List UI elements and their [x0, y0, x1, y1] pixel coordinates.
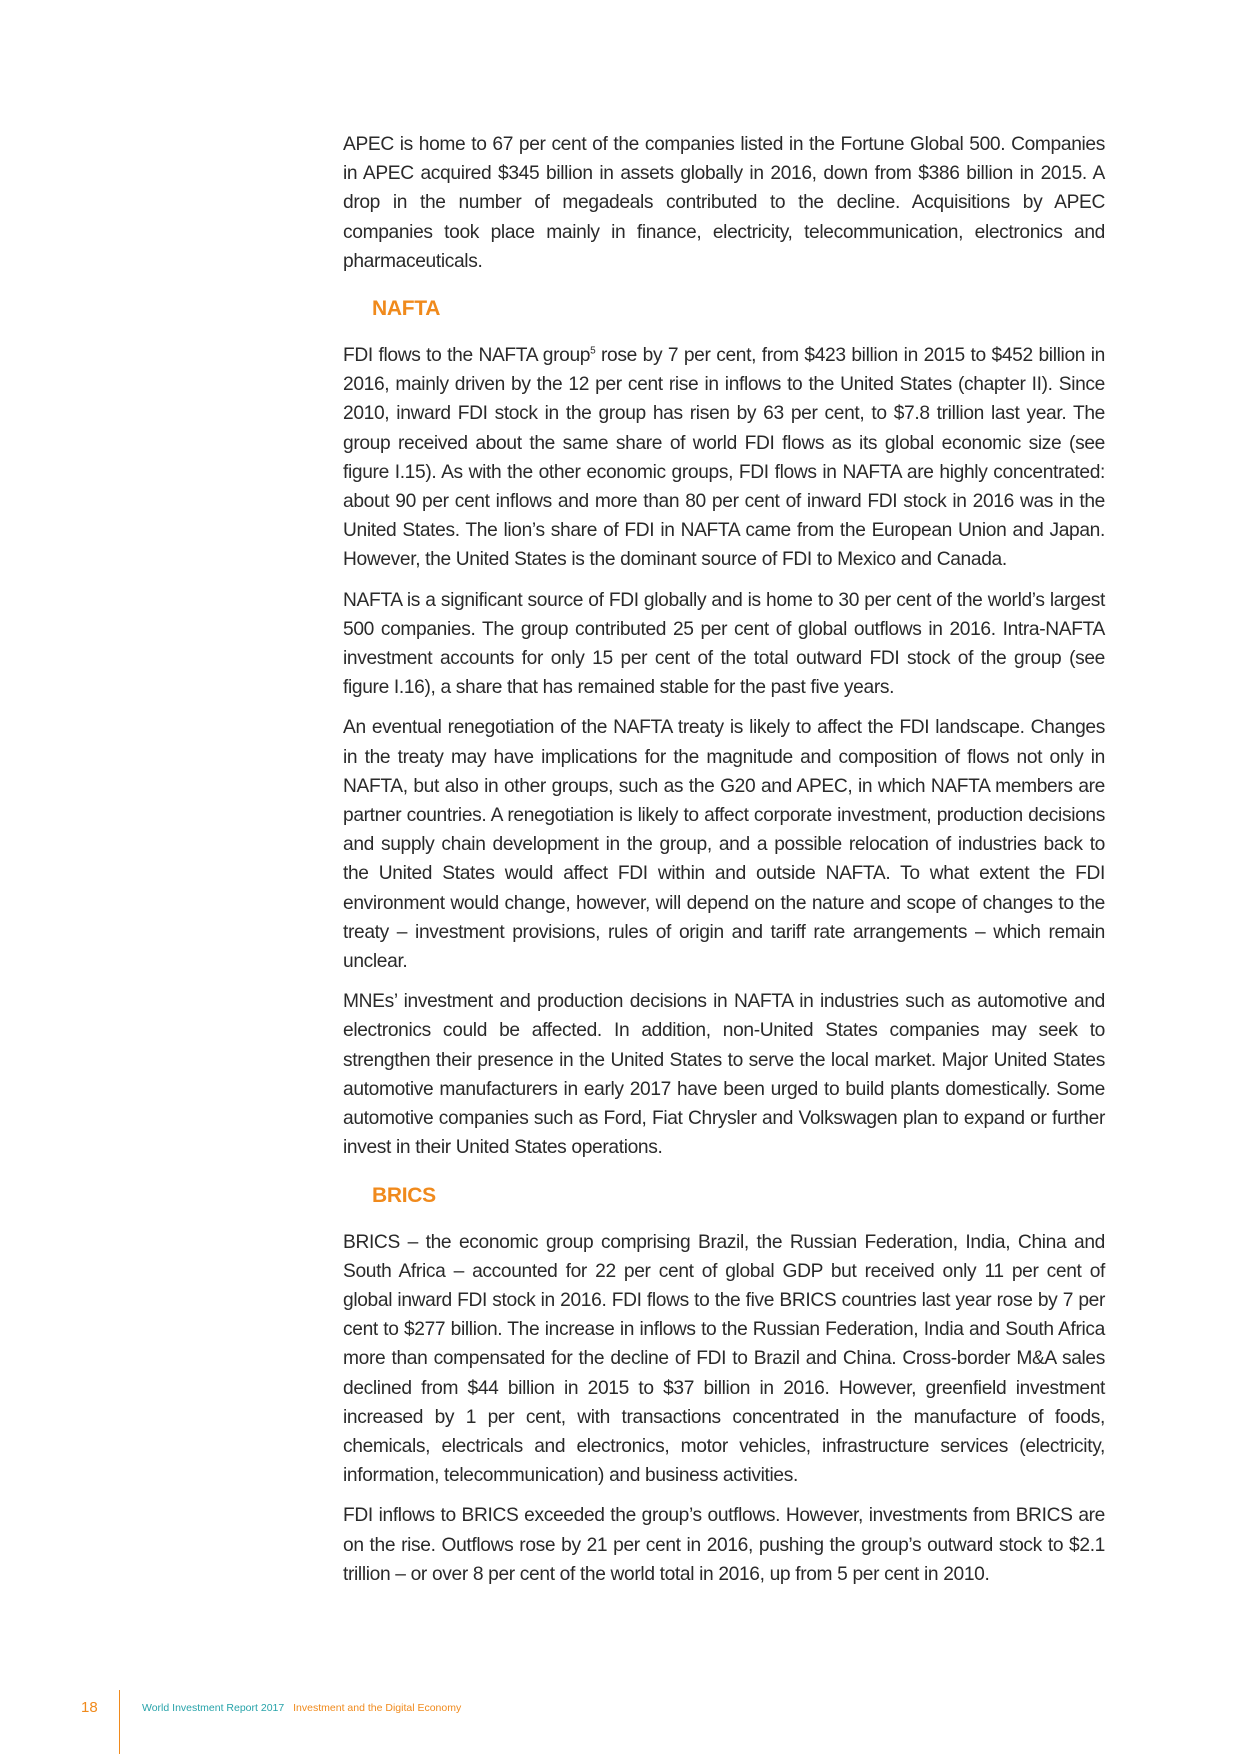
page-footer [0, 1690, 1240, 1754]
report-theme: Investment and the Digital Economy [293, 1702, 462, 1714]
running-footer [142, 1702, 461, 1714]
nafta-flows-text-start: FDI flows to the NAFTA group [343, 345, 591, 367]
report-title: World Investment Report 2017 [142, 1702, 285, 1714]
nafta-flows-text-rest: rose by 7 per cent, from $423 billion in 2015 to $452 billion in 2016, mainly driven by the 12 per cent rise in inflows to the United States (chapter II). Since 2010, inward FDI stock in the group has risen by 63 per cent, to $7.8 trillion last year. The group received about the same share of world FDI flows as its global economic size (see figure I.15). As with the other economic groups, FDI flows in NAFTA are highly concentrated: about 90 per cent inflows and more than 80 per cent of inward FDI stock in 2016 was in the United States. The lion’s share of FDI in NAFTA came from the European Union and Japan. However, the United States is the dominant source of FDI to Mexico and Canada. [343, 345, 1105, 571]
page-content [343, 130, 1105, 1600]
brics-outflows-paragraph: FDI inflows to BRICS exceeded the group’s outflows. However, investments from BRICS are on the rise. Outflows rose by 21 per cent in 2016, pushing the group’s outward stock to $2.1 trillion – or over 8 per cent of the world total in 2016, up from 5 per cent in 2010. [343, 1505, 1105, 1585]
mne-decisions-paragraph: MNEs’ investment and production decisions in NAFTA in industries such as automotive and electronics could be affected. In addition, non-United States companies may seek to strengthen their presence in the United States to serve the local market. Major United States automotive manufacturers in early 2017 have been urged to build plants domestically. Some automotive companies such as Ford, Fiat Chrysler and Volkswagen plan to expand or further invest in their United States operations. [343, 991, 1105, 1159]
brics-paragraph: BRICS – the economic group comprising Brazil, the Russian Federation, India, China and South Africa – accounted for 22 per cent of global GDP but received only 11 per cent of global inward FDI stock in 2016. FDI flows to the five BRICS countries last year rose by 7 per cent to $277 billion. The increase in inflows to the Russian Federation, India and South Africa more than compensated for the decline of FDI to Brazil and China. Cross-border M&A sales declined from $44 billion in 2015 to $37 billion in 2016. However, greenfield investment increased by 1 per cent, with transactions concentrated in the manufacture of foods, chemicals, electricals and electronics, motor vehicles, infrastructure services (electricity, information, telecommunication) and business activities. [343, 1231, 1105, 1487]
page-number: 18 [81, 1699, 98, 1716]
footer-divider [119, 1690, 120, 1754]
nafta-source-paragraph: NAFTA is a significant source of FDI globally and is home to 30 per cent of the world’s largest 500 companies. The group contributed 25 per cent of global outflows in 2016. Intra-NAFTA investment accounts for only 15 per cent of the total outward FDI stock of the group (see figure I.16), a share that has remained stable for the past five years. [343, 589, 1105, 699]
nafta-flows-paragraph [343, 341, 1105, 575]
brics-heading: BRICS [372, 1183, 436, 1207]
nafta-heading: NAFTA [372, 297, 441, 321]
apec-paragraph: APEC is home to 67 per cent of the companies listed in the Fortune Global 500. Companies in APEC acquired $345 billion in assets globally in 2016, down from $386 billion in 2015. A drop in the number of megadeals contributed to the decline. Acquisitions by APEC companies took place mainly in finance, electricity, telecommunication, electronics and pharmaceuticals. [343, 134, 1105, 272]
footnote-marker: 5 [590, 345, 596, 357]
nafta-renegotiation-paragraph: An eventual renegotiation of the NAFTA treaty is likely to affect the FDI landscape. Changes in the treaty may have implications for the magnitude and composition of flows not only in NAFTA, but also in other groups, such as the G20 and APEC, in which NAFTA members are partner countries. A renegotiation is likely to affect corporate investment, production decisions and supply chain development in the group, and a possible relocation of industries back to the United States would affect FDI within and outside NAFTA. To what extent the FDI environment would change, however, will depend on the nature and scope of changes to the treaty – investment provisions, rules of origin and tariff rate arrangements – which remain unclear. [343, 717, 1105, 973]
